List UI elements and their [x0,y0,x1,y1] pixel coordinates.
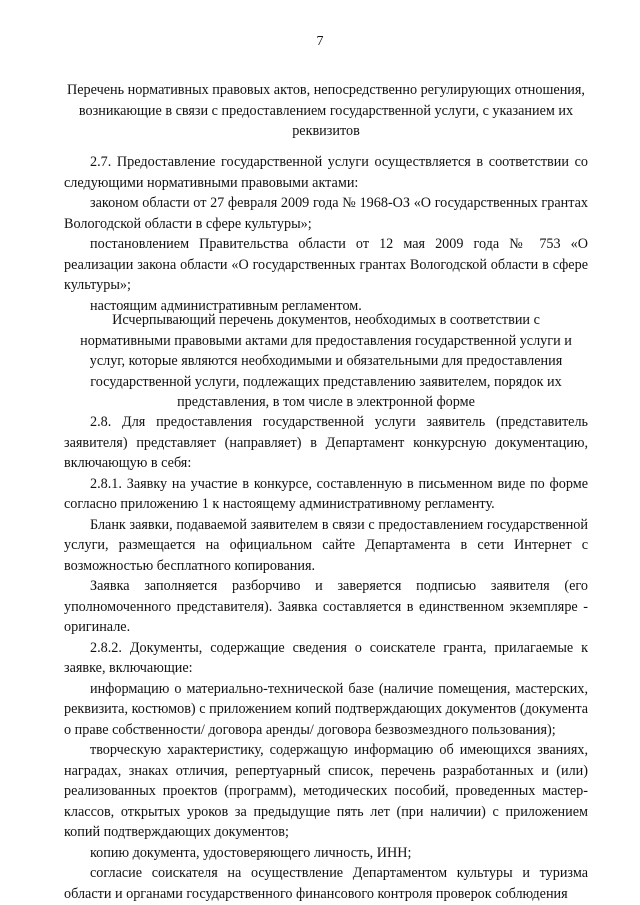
paragraph: настоящим административным регламентом. [90,297,362,314]
paragraph: 2.8.1. Заявку на участие в конкурсе, составленную в письменном виде по форме согласно приложению 1 к настоящему административному регламенту. [64,475,588,512]
paragraph: информацию о материально-технической базе (наличие помещения, мастерских, реквизита, костюмов) с приложением копий подтверждающих документов (документа о праве собственности/ договора аренды/ договора безвозмездного пользования); [64,680,588,738]
paragraph: Бланк заявки, подаваемой заявителем в связи с предоставлением государственной услуги, размещается на официальном сайте Департамента в сети Интернет с возможностью бесплатного копирования. [64,516,588,574]
page-number: 7 [316,34,324,49]
section-2-8 [64,412,588,904]
paragraph: законом области от 27 февраля 2009 года № 1968-ОЗ «О государственных грантах Вологодской области в сфере культуры»; [64,195,588,232]
paragraph: постановлением Правительства области от 12 мая 2009 года № 753 «О реализации закона области «О государственных грантах Вологодской области в сфере культуры»; [64,236,588,293]
paragraph: творческую характеристику, содержащую информацию об имеющихся званиях, наградах, знаках отличия, репертуарный список, перечень разработанных и (или) реализованных проектов (программ), методических пособий, проведенных мастер-классов, открытых уроков за предыдущие пять лет (при наличии) с приложением копий подтверждающих документов; [64,742,588,840]
heading-documents-list: Исчерпывающий перечень документов, необходимых в соответствии с нормативными правовыми актами для предоставления государственной услуги и услуг, которые являются необходимыми и обязательными для предоставления государственной услуги, подлежащих представлению заявителем, порядок их представления, в том числе в электронной форме [80,312,572,410]
paragraph: копию документа, удостоверяющего личность, ИНН; [90,844,412,861]
paragraph: согласие соискателя на осуществление Департаментом культуры и туризма области и органами государственного финансового контроля проверок соблюдения [64,865,588,902]
section-2-7 [64,152,588,316]
paragraph: 2.7. Предоставление государственной услуги осуществляется в соответствии со следующими нормативными правовыми актами: [64,154,588,191]
heading-normative-acts: Перечень нормативных правовых актов, непосредственно регулирующих отношения, возникающие в связи с предоставлением государственной услуги, с указанием их реквизитов [67,82,585,139]
paragraph: 2.8.2. Документы, содержащие сведения о соискателе гранта, прилагаемые к заявке, включающие: [64,639,588,676]
paragraph: Заявка заполняется разборчиво и заверяется подписью заявителя (его уполномоченного представителя). Заявка составляется в единственном экземпляре - оригинале. [64,578,588,635]
paragraph: 2.8. Для предоставления государственной услуги заявитель (представитель заявителя) представляет (направляет) в Департамент конкурсную документацию, включающую в себя: [64,414,588,471]
